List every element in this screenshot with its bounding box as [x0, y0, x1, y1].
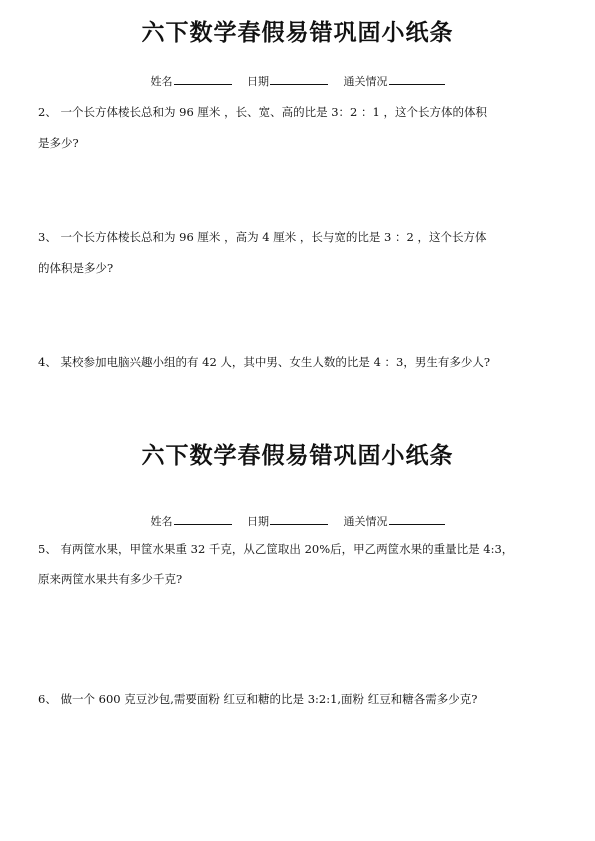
status-blank [389, 523, 445, 525]
date-field: 日期 [247, 73, 328, 89]
status-field: 通关情况 [344, 513, 445, 529]
name-blank [174, 83, 232, 85]
student-info-row [0, 513, 595, 529]
date-blank [270, 83, 328, 85]
name-blank [174, 523, 232, 525]
status-blank [389, 83, 445, 85]
date-field: 日期 [247, 513, 328, 529]
page-title: 六下数学春假易错巩固小纸条 [141, 443, 454, 469]
name-field: 姓名 [151, 513, 232, 529]
student-info-row [0, 73, 595, 89]
status-field: 通关情况 [344, 73, 445, 89]
date-blank [270, 523, 328, 525]
page-title: 六下数学春假易错巩固小纸条 [141, 20, 454, 46]
name-field: 姓名 [151, 73, 232, 89]
